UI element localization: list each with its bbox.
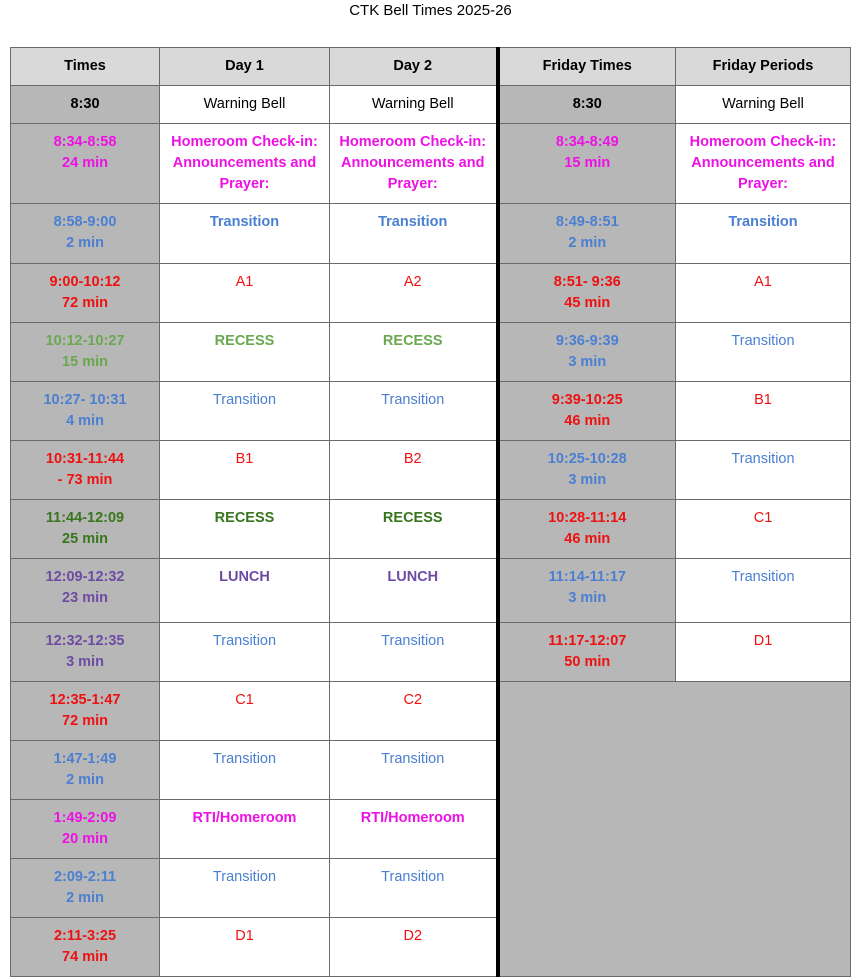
time-range: 12:35-1:47 <box>49 692 121 708</box>
day1-cell: Transition <box>160 382 330 441</box>
table-row <box>11 559 851 623</box>
friday-period-cell: Transition <box>676 204 851 264</box>
friday-period-cell: A1 <box>676 264 851 323</box>
friday-empty-area <box>498 682 851 977</box>
friday-time-cell <box>498 623 676 682</box>
time-cell <box>11 204 160 264</box>
day1-cell: B1 <box>160 441 330 500</box>
friday-time-cell <box>498 204 676 264</box>
friday-time-range: 9:36-9:39 <box>555 333 619 349</box>
friday-duration: 3 min <box>568 472 607 488</box>
friday-duration: 2 min <box>568 235 607 251</box>
friday-time-range: 8:30 <box>572 96 602 112</box>
friday-time-cell <box>498 86 676 124</box>
table-row <box>11 382 851 441</box>
day1-cell: C1 <box>160 682 330 741</box>
friday-time-cell <box>498 264 676 323</box>
duration: 2 min <box>66 772 104 788</box>
duration: 2 min <box>66 890 104 906</box>
time-range: 1:47-1:49 <box>53 751 117 767</box>
table-row <box>11 682 851 741</box>
duration: 2 min <box>66 235 104 251</box>
time-range: 8:58-9:00 <box>53 214 117 230</box>
header-day-2: Day 2 <box>330 48 498 86</box>
duration: 23 min <box>62 590 108 606</box>
friday-time-range: 11:17-12:07 <box>548 633 627 649</box>
day2-cell: Warning Bell <box>330 86 498 124</box>
friday-period-cell: Transition <box>676 323 851 382</box>
bell-times-table <box>10 47 851 977</box>
friday-duration: 15 min <box>564 155 611 171</box>
day2-cell: D2 <box>330 918 498 977</box>
day1-cell: Transition <box>160 741 330 800</box>
duration: 3 min <box>66 654 104 670</box>
day1-cell: RECESS <box>160 323 330 382</box>
duration: 74 min <box>62 949 108 965</box>
friday-time-cell <box>498 441 676 500</box>
time-cell <box>11 918 160 977</box>
day2-cell: RECESS <box>330 500 498 559</box>
header-day-1: Day 1 <box>160 48 330 86</box>
duration: 24 min <box>62 155 108 171</box>
day1-cell: Homeroom Check-in: Announcements and Prayer: <box>160 124 330 204</box>
day1-cell: LUNCH <box>160 559 330 623</box>
time-cell <box>11 264 160 323</box>
table-row <box>11 86 851 124</box>
friday-time-cell <box>498 559 676 623</box>
friday-period-cell: Transition <box>676 559 851 623</box>
day2-cell: Homeroom Check-in: Announcements and Prayer: <box>330 124 498 204</box>
duration: 25 min <box>62 531 108 547</box>
header-row <box>11 48 851 86</box>
day2-cell: RTI/Homeroom <box>330 800 498 859</box>
time-cell <box>11 382 160 441</box>
friday-period-cell: Warning Bell <box>676 86 851 124</box>
time-cell <box>11 559 160 623</box>
time-range: 10:27- 10:31 <box>43 392 127 408</box>
friday-duration: 3 min <box>568 590 607 606</box>
header-times: Times <box>11 48 160 86</box>
duration: 15 min <box>62 354 108 370</box>
day1-cell: Transition <box>160 204 330 264</box>
table-row <box>11 441 851 500</box>
friday-time-range: 11:14-11:17 <box>548 569 626 585</box>
day1-cell: D1 <box>160 918 330 977</box>
time-cell <box>11 500 160 559</box>
day2-cell: LUNCH <box>330 559 498 623</box>
time-cell <box>11 124 160 204</box>
time-cell <box>11 741 160 800</box>
friday-time-cell <box>498 382 676 441</box>
day2-cell: A2 <box>330 264 498 323</box>
table-row <box>11 623 851 682</box>
duration: 20 min <box>62 831 108 847</box>
time-cell <box>11 323 160 382</box>
time-range: 10:31-11:44 <box>45 451 125 467</box>
day2-cell: RECESS <box>330 323 498 382</box>
time-range: 2:09-2:11 <box>53 869 117 885</box>
day2-cell: Transition <box>330 382 498 441</box>
day2-cell: B2 <box>330 441 498 500</box>
friday-time-range: 9:39-10:25 <box>551 392 623 408</box>
duration: 72 min <box>62 713 108 729</box>
friday-period-cell: D1 <box>676 623 851 682</box>
time-cell <box>11 86 160 124</box>
duration: 72 min <box>62 295 108 311</box>
table-row <box>11 124 851 204</box>
header-friday-times: Friday Times <box>498 48 676 86</box>
day2-cell: C2 <box>330 682 498 741</box>
friday-period-cell: B1 <box>676 382 851 441</box>
time-range: 1:49-2:09 <box>53 810 117 826</box>
friday-duration: 50 min <box>564 654 611 670</box>
time-range: 11:44-12:09 <box>45 510 125 526</box>
friday-duration: 46 min <box>564 531 611 547</box>
friday-duration: 46 min <box>564 413 611 429</box>
day2-cell: Transition <box>330 741 498 800</box>
time-cell <box>11 682 160 741</box>
day2-cell: Transition <box>330 623 498 682</box>
day1-cell: A1 <box>160 264 330 323</box>
friday-time-range: 8:49-8:51 <box>555 214 619 230</box>
time-cell <box>11 859 160 918</box>
header-friday-periods: Friday Periods <box>676 48 851 86</box>
time-cell <box>11 623 160 682</box>
day1-cell: Transition <box>160 859 330 918</box>
time-range: 9:00-10:12 <box>49 274 121 290</box>
day1-cell: Transition <box>160 623 330 682</box>
time-cell <box>11 441 160 500</box>
friday-time-cell <box>498 124 676 204</box>
friday-period-cell: Homeroom Check-in: Announcements and Prayer: <box>676 124 851 204</box>
time-range: 2:11-3:25 <box>53 928 117 944</box>
day1-cell: Warning Bell <box>160 86 330 124</box>
friday-time-cell <box>498 500 676 559</box>
friday-time-range: 10:28-11:14 <box>548 510 627 526</box>
time-range: 10:12-10:27 <box>45 333 125 349</box>
time-cell <box>11 800 160 859</box>
friday-period-cell: C1 <box>676 500 851 559</box>
day2-cell: Transition <box>330 859 498 918</box>
time-range: 8:34-8:58 <box>53 134 117 150</box>
table-row <box>11 204 851 264</box>
friday-duration: 3 min <box>568 354 607 370</box>
page-title: CTK Bell Times 2025-26 <box>349 2 512 19</box>
day2-cell: Transition <box>330 204 498 264</box>
table-row <box>11 323 851 382</box>
time-range: 12:09-12:32 <box>45 569 125 585</box>
time-range: 8:30 <box>70 96 100 112</box>
friday-duration: 45 min <box>564 295 611 311</box>
duration: - 73 min <box>57 472 113 488</box>
time-range: 12:32-12:35 <box>45 633 125 649</box>
friday-period-cell: Transition <box>676 441 851 500</box>
day1-cell: RTI/Homeroom <box>160 800 330 859</box>
table-row <box>11 500 851 559</box>
table-row <box>11 264 851 323</box>
day1-cell: RECESS <box>160 500 330 559</box>
friday-time-range: 8:51- 9:36 <box>553 274 621 290</box>
friday-time-range: 10:25-10:28 <box>547 451 627 467</box>
friday-time-range: 8:34-8:49 <box>555 134 619 150</box>
duration: 4 min <box>66 413 104 429</box>
friday-time-cell <box>498 323 676 382</box>
